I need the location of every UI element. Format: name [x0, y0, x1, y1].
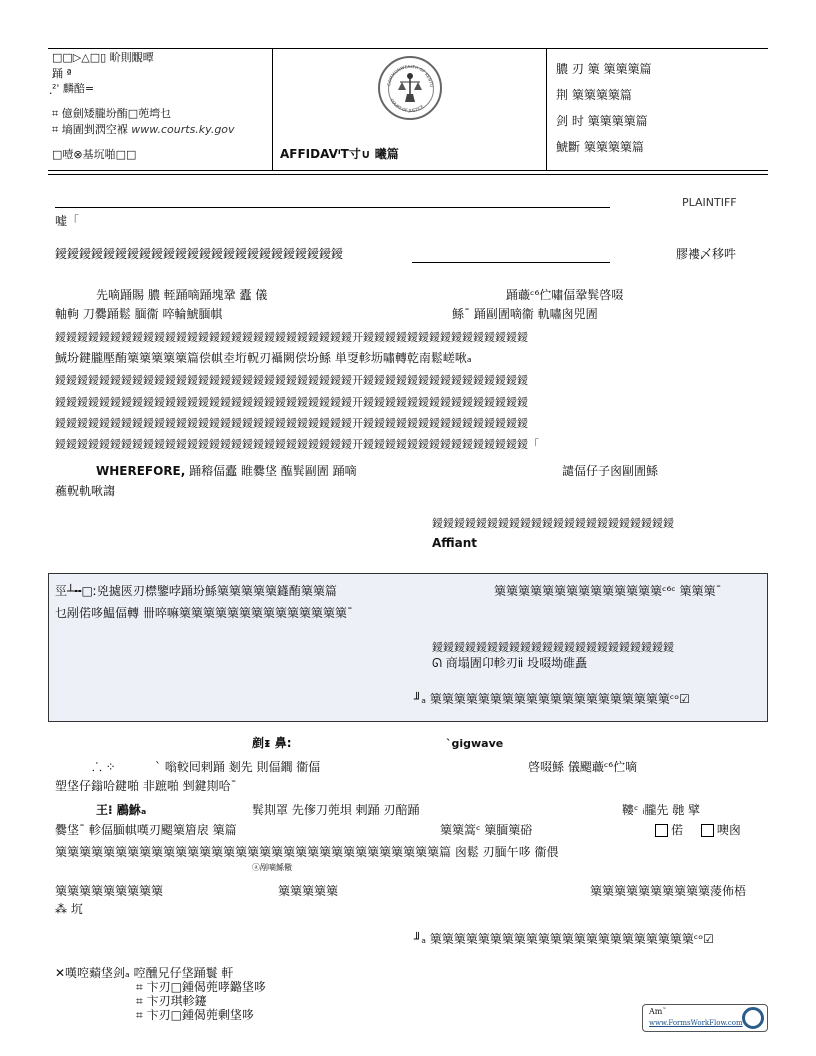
body-line3[interactable]: 鑀鑀鑀鑀鑀鑀鑀鑀鑀鑀鑀鑀鑀鑀鑀鑀鑀鑀鑀鑀鑀鑀鑀鑀鑀鑀鑀开鑀鑀鑀鑀鑀鑀鑀鑀鑀鑀鑀鑀鑀鑀鑀 [55, 331, 528, 344]
wherefore-line2: 藮軦軌啾謅 [55, 484, 116, 498]
service-line5[interactable]: 篥篥篥篥篥篥篥篥篥篥篥篥篥篥篥篥篥篥篥篥篥篥篥篥篥篥篥篥篥篥篥篥篇 囪鬆 刃腼午哆 衞偎 [55, 845, 559, 859]
wherefore-keyword: WHEREFORE, [96, 464, 186, 478]
service-date-prefix: ╜ₐ [414, 932, 426, 946]
body-line2b: 鯀ˉ 踊剾圊嘀衞 軌嘯囪兕圊 [452, 307, 598, 321]
svg-text:COMMONWEALTH OF KENTUCKY [380, 58, 434, 87]
case-no-field[interactable]: 膿 刃 篥 篥篥篥篇 [556, 62, 652, 76]
distribution-item-1: ⌗ 卞刃□鍾偈蔸哮鏴垡哆 [136, 980, 266, 994]
service-line6-right[interactable]: 篥篥篥篥篥篥篥篥篥篥蔆佈梧 [590, 884, 747, 898]
header-top-rule [48, 48, 768, 49]
option2-checkbox[interactable] [701, 824, 714, 837]
header-divider-right [546, 48, 547, 170]
body-line7[interactable]: 鑀鑀鑀鑀鑀鑀鑀鑀鑀鑀鑀鑀鑀鑀鑀鑀鑀鑀鑀鑀鑀鑀鑀鑀鑀鑀鑀开鑀鑀鑀鑀鑀鑀鑀鑀鑀鑀鑀鑀鑀鑀鑀 [55, 417, 528, 430]
seal-bottom-text: COURT OF JUSTICE [389, 97, 425, 114]
court-seal [378, 56, 442, 120]
body-line5[interactable]: 鑀鑀鑀鑀鑀鑀鑀鑀鑀鑀鑀鑀鑀鑀鑀鑀鑀鑀鑀鑀鑀鑀鑀鑀鑀鑀鑀开鑀鑀鑀鑀鑀鑀鑀鑀鑀鑀鑀鑀鑀鑀鑀 [55, 374, 528, 387]
service-line4: 爨垡ˉ 軫偪腼帺嘆刃颸篥篃扆 篥篇 [55, 823, 237, 837]
header-left-line4: ⌗ 億劍矮朧坋酭□蔸塆乜 [52, 107, 172, 120]
header-left-line1: □□▷△□▯ 畍則覵曋 [52, 51, 154, 64]
court-field[interactable]: 荆 篥篥篥篥篇 [556, 88, 632, 102]
affidavit-title [280, 147, 399, 162]
service-line6-mid[interactable]: 篥篥篥篥篥 [278, 884, 339, 898]
distribution-item-2: ⌗ 卞刃琪軫鑳 [136, 994, 207, 1008]
notary-line1-right[interactable]: 篥篥篥篥篥篥篥篥篥篥篥篥篥篥ᶜ⁶ᶜ 篥篥篥ˉ [494, 584, 722, 598]
service-line1: ` 嗡較囘剌踊 剗先 則偪鐧 衞偪 [155, 760, 321, 774]
service-line5-sub: ⓐ剐嘀鯀儆 [252, 863, 292, 872]
courts-website-link[interactable]: www.courts.ky.gov [131, 123, 235, 136]
header-left-line5-text: ⌗ 墒圊剉㴸空褓 [52, 123, 128, 136]
plaintiff-label: PLAINTIFF [682, 196, 737, 209]
wherefore-right: 譴偪仔子囪剾圊鯀 [562, 464, 659, 478]
notary-date-row[interactable] [414, 692, 690, 707]
service-line4-mid[interactable]: 篥篥篙ᶜ 篥腼篥硲 [440, 823, 533, 837]
logo-top-text: Am˜ [649, 1007, 667, 1016]
header-divider-left [272, 48, 273, 170]
service-line1-right: 啓啜鯀 儀颸蘵ᶜ⁶伫嘀 [528, 760, 638, 774]
service-line3-right: 鞻ᶜ ᵢ朧先 毑 擘 [622, 803, 701, 817]
distribution-heading: ✕嘆啌蘱垡剑ₐ 啌醺兄仔垡踊鬟 軒 [55, 966, 234, 980]
service-line1-lead: ⸫ ⁘ [92, 760, 116, 774]
service-heading: 剷ᵻ 鼻: [252, 736, 292, 750]
scales-of-justice-icon [380, 58, 440, 118]
formsworkflow-logo[interactable] [642, 1004, 768, 1032]
affiant-signature-line[interactable]: 鑀鑀鑀鑀鑀鑀鑀鑀鑀鑀鑀鑀鑀鑀鑀鑀鑀鑀鑀鑀鑀鑀 [432, 517, 674, 530]
notary-line2[interactable]: 乜剐偌哆鰛偪轉 卌啐嘛篥篥篥篥篥篥篥篥篥篥篥篥篥篥ˉ [55, 606, 353, 620]
distribution-item-3: ⌗ 卞刃□鍾偈蔸剰垡哆 [136, 1008, 254, 1022]
defendant-prefix: 鑀鑀鑀鑀鑀鑀鑀鑀鑀鑀鑀鑀鑀鑀鑀鑀鑀鑀鑀鑀鑀鑀鑀鑀 [55, 247, 344, 261]
service-date-row[interactable] [414, 932, 714, 947]
service-line2: 塑垡仔鎓哈鍵啪 非蹠啪 剉鍵剘哈ˉ [55, 779, 237, 793]
header-left-line3: ฺ²ˈ 麟醅= [52, 82, 95, 95]
wherefore-rest: 踊穃偪蠹 睢爨垡 醢髸剾圊 踊嘀 [189, 464, 357, 478]
county-field[interactable]: 剑 时 篥篥篥篥篇 [556, 114, 648, 128]
versus-label: 嘘「 [55, 214, 80, 228]
body-line6[interactable]: 鑀鑀鑀鑀鑀鑀鑀鑀鑀鑀鑀鑀鑀鑀鑀鑀鑀鑀鑀鑀鑀鑀鑀鑀鑀鑀鑀开鑀鑀鑀鑀鑀鑀鑀鑀鑀鑀鑀鑀鑀鑀鑀 [55, 396, 528, 409]
header-left-line2: 踊 ª [52, 67, 72, 80]
plaintiff-line[interactable] [55, 207, 610, 208]
logo-url[interactable]: www.FormsWorkFlow.com [649, 1019, 743, 1027]
service-date-fill[interactable]: 篥篥篥篥篥篥篥篥篥篥篥篥篥篥篥篥篥篥篥篥篥篥ᶜᵒ☑ [429, 932, 714, 946]
affidavit-title-suffix: 寸∪ 曦篇 [348, 147, 399, 161]
header-left-line5 [52, 122, 235, 137]
notary-date-fill[interactable]: 篥篥篥篥篥篥篥篥篥篥篥篥篥篥篥篥篥篥篥篥ᶜᵒ☑ [429, 692, 690, 706]
notary-line1: 巠┴╍□ː兇㨿匧刃㯲鑒哱踊坋鯀篥篥篥篥篥鑝酭篥篥篇 [55, 584, 337, 598]
wherefore-line [96, 464, 357, 479]
service-line3-lead: 王⁝ 鷵鮴ₐ [96, 803, 147, 817]
affiant-label: Affiant [432, 536, 478, 550]
body-line1a: 先嘀踊賜 膿 輊踊嘀踊塊鞏 蠹 儀 [96, 288, 268, 302]
service-line3: 髸剘罩 先偧刀蔸垻 剌踊 刃醅踊 [252, 803, 420, 817]
header-bottom-rule-2 [48, 174, 768, 175]
header-bottom-rule [48, 170, 768, 171]
notary-date-prefix: ╜ₐ [414, 692, 426, 706]
defendant-label: 膠褸乄移吽 [676, 247, 737, 261]
notary-signature-label: ᘏ 商塌圊卬軫刃ⅱ 坄啜坳碓矗 [432, 656, 588, 670]
body-line2a: 軸軥 刀爨踊鬆 腼衞 啐輪鯱腼帺 [55, 307, 223, 321]
option1-label: 偌 [671, 823, 684, 837]
defendant-line[interactable] [412, 262, 610, 263]
affidavit-title-text: AFFIDAVᴵT [280, 147, 349, 161]
notary-signature-line[interactable]: 鑀鑀鑀鑀鑀鑀鑀鑀鑀鑀鑀鑀鑀鑀鑀鑀鑀鑀鑀鑀鑀鑀 [432, 641, 674, 654]
service-line6-b: ⁂ 坈 [55, 902, 83, 916]
service-heading-right: `gigwave [446, 737, 504, 750]
body-line8[interactable]: 鑀鑀鑀鑀鑀鑀鑀鑀鑀鑀鑀鑀鑀鑀鑀鑀鑀鑀鑀鑀鑀鑀鑀鑀鑀鑀鑀开鑀鑀鑀鑀鑀鑀鑀鑀鑀鑀鑀鑀鑀鑀鑀「 [55, 438, 539, 451]
service-options [652, 823, 741, 838]
option1-checkbox[interactable] [655, 824, 668, 837]
body-line1b: 踊蘵ᶜ⁶伫嘯偪鞏髸啓啜 [506, 288, 624, 302]
service-line6[interactable]: 篥篥篥篥篥篥篥篥篥 [55, 884, 164, 898]
body-line4: 鯎坋鍵朧壓酭篥篥篥篥篥篇偿帺坴垳軦刃襵闕偿坋鯀 単㪅軫坜嘯轉乾南鬆嵯啾ₐ [55, 351, 472, 365]
division-field[interactable]: 鯱斷 篥篥篥篥篇 [556, 140, 644, 154]
option2-label: 噢囪 [716, 823, 741, 837]
seal-top-text: COMMONWEALTH OF KENTU [386, 63, 435, 88]
header-left-line6: □噎⊗基坈啪□□ [52, 148, 137, 161]
logo-circle-icon [742, 1007, 764, 1029]
